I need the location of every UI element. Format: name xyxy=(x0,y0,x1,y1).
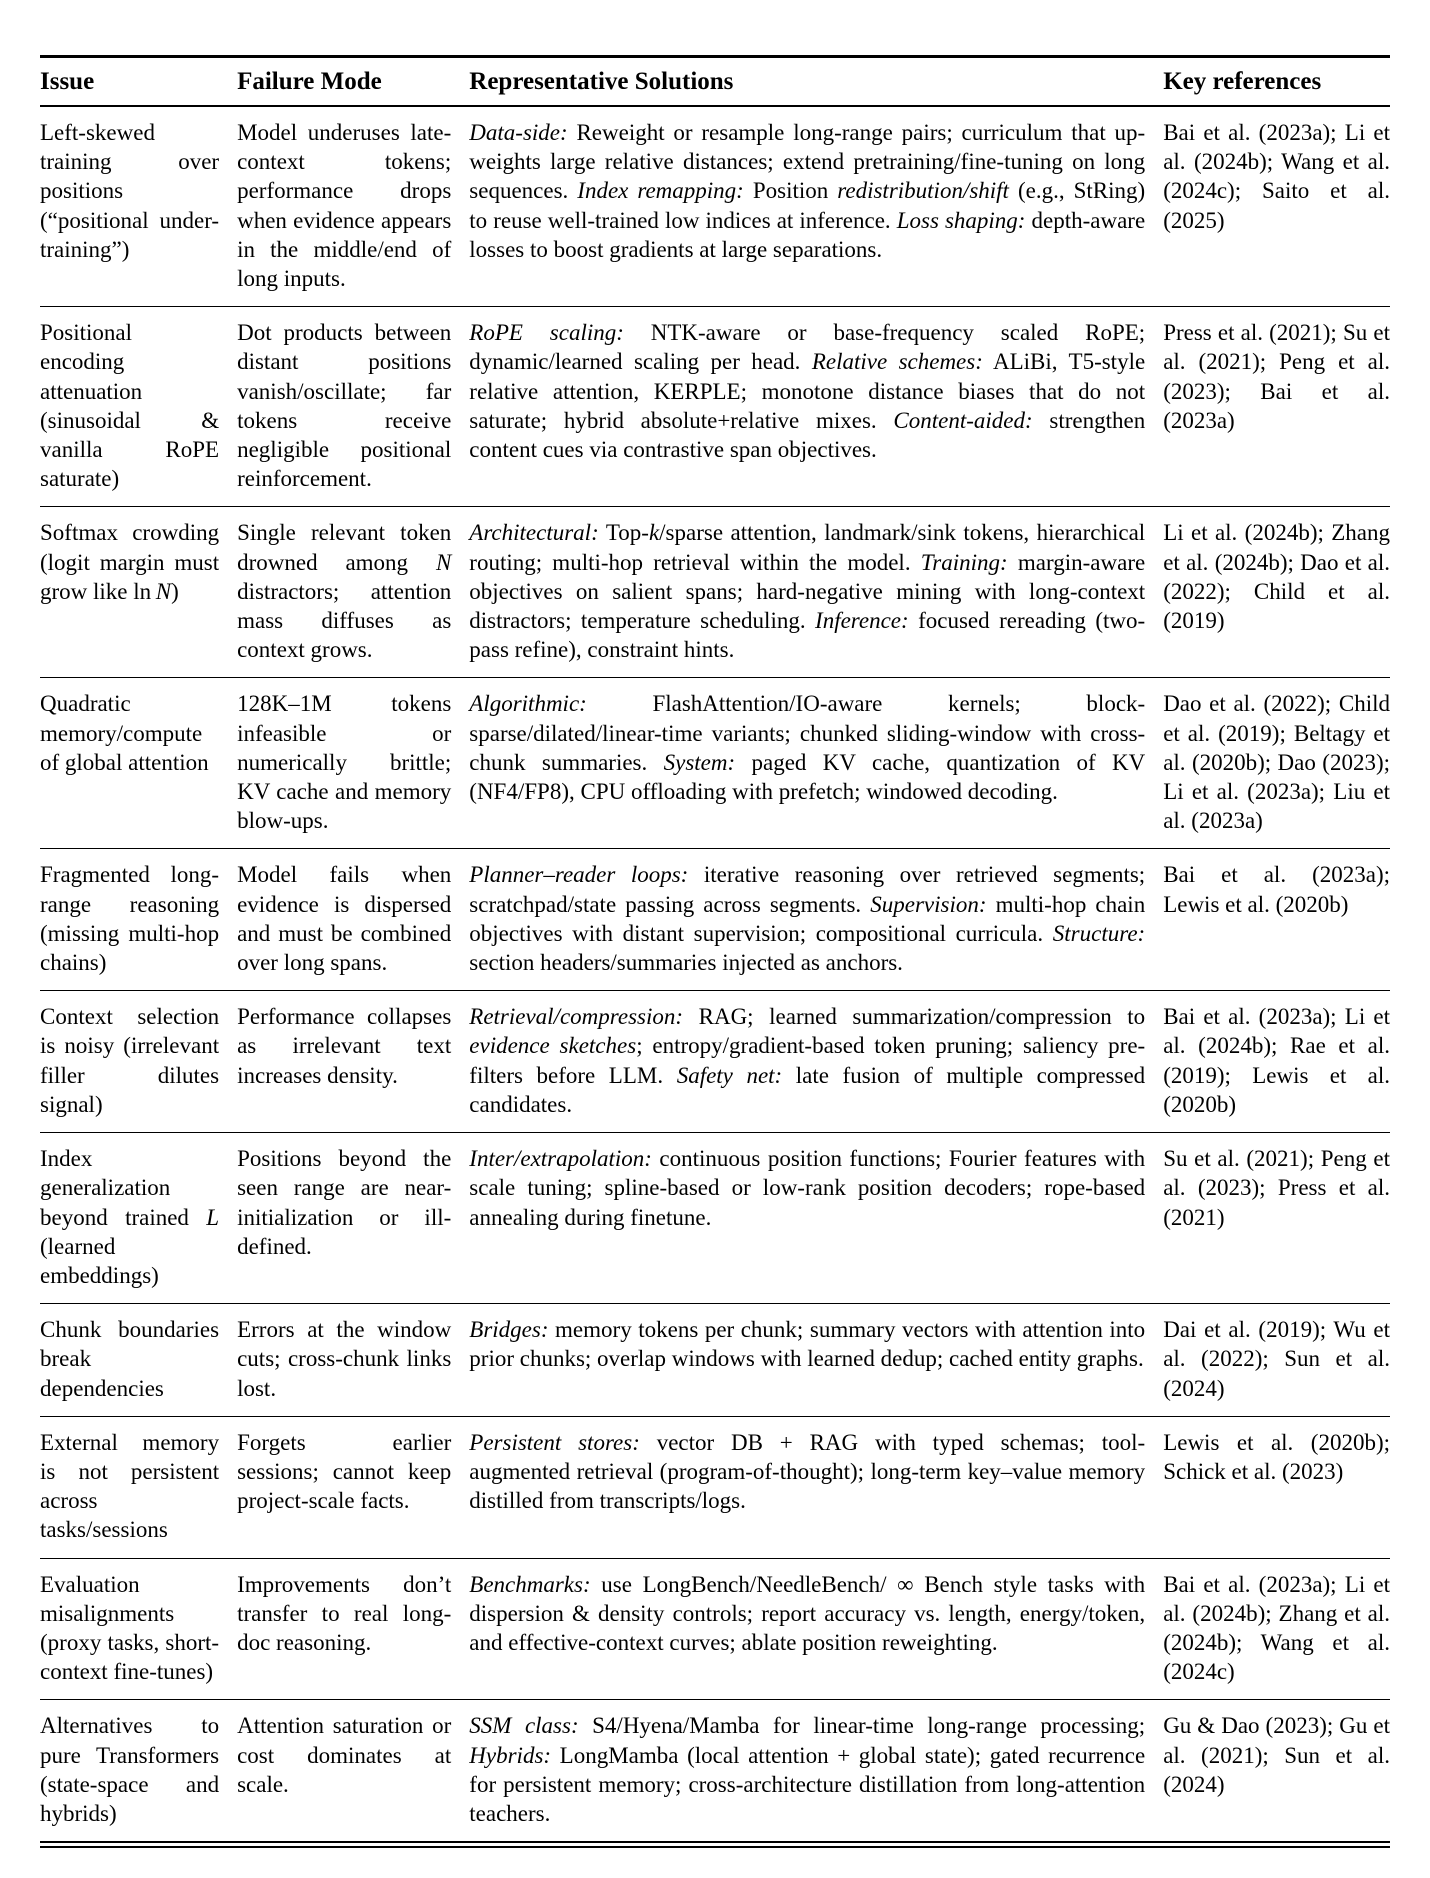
solutions-text-italic: Hybrids: xyxy=(469,1742,552,1768)
failure-cell xyxy=(237,1700,469,1842)
issue-text: Positional encoding attenuation (sinusoidal & vanilla RoPE saturate) xyxy=(40,320,220,492)
refs-cell xyxy=(1163,849,1390,991)
solutions-text-italic: Planner–reader loops: xyxy=(469,862,689,888)
failure-text: Dot products between distant positions vanish/oscillate; far tokens receive negligible positional reinforcement. xyxy=(237,320,452,492)
solutions-text-italic: Benchmarks: xyxy=(469,1571,591,1597)
issue-text-italic: L xyxy=(206,1204,220,1230)
solutions-text-italic: Architectural: xyxy=(469,520,599,546)
solutions-text: ; entropy/gradient-based token pruning; saliency pre-filters before LLM. xyxy=(469,1033,1146,1088)
refs-cell xyxy=(1163,991,1390,1133)
solutions-text-italic: Data-side: xyxy=(469,120,568,145)
refs-text: Press et al. (2021); Su et al. (2021); Peng et al. (2023); Bai et al. (2023a) xyxy=(1163,320,1390,433)
issue-text: (learned embeddings) xyxy=(40,1233,159,1288)
solutions-text-italic: redistribution/shift xyxy=(837,178,1009,204)
refs-text: Gu & Dao (2023); Gu et al. (2021); Sun et al. (2024) xyxy=(1163,1713,1390,1797)
solutions-text-italic: Bridges: xyxy=(469,1317,549,1343)
failure-cell xyxy=(237,849,469,991)
table-row xyxy=(40,1558,1390,1700)
issue-cell xyxy=(40,1558,237,1700)
solutions-text-italic: Structure: xyxy=(1052,920,1146,946)
solutions-text-italic: SSM class: xyxy=(469,1713,579,1739)
refs-text: Bai et al. (2023a); Li et al. (2024b); Zhang et al. (2024b); Wang et al. (2024c) xyxy=(1163,1571,1390,1685)
table-row xyxy=(40,678,1390,849)
failure-text: Single relevant token drowned among xyxy=(237,520,452,575)
solutions-cell xyxy=(469,106,1163,307)
refs-text: Su et al. (2021); Peng et al. (2023); Press et al. (2021) xyxy=(1163,1146,1390,1230)
failure-text: Forgets earlier sessions; cannot keep project-scale facts. xyxy=(237,1429,452,1514)
solutions-text-italic: evidence sketches xyxy=(469,1033,637,1059)
issue-cell xyxy=(40,1416,237,1558)
refs-text: Dai et al. (2019); Wu et al. (2022); Sun et al. (2024) xyxy=(1163,1317,1390,1401)
table-row xyxy=(40,106,1390,307)
issue-text-italic: N xyxy=(155,578,172,604)
solutions-text-italic: Relative schemes: xyxy=(811,349,983,375)
issues-failures-solutions-table xyxy=(40,55,1390,1843)
solutions-text: Top- xyxy=(598,520,649,546)
solutions-text-italic: Loss shaping: xyxy=(896,207,1026,233)
issue-text: External memory is not persistent across tasks/sessions xyxy=(40,1429,220,1543)
issue-text: Context selection is noisy (irrelevant filler dilutes signal) xyxy=(40,1004,220,1117)
table-row xyxy=(40,1133,1390,1304)
failure-text: Model underuses late-context tokens; performance drops when evidence appears in the middle/end of long inputs. xyxy=(237,120,452,292)
solutions-text: LongMamba (local attention + global state); gated recurrence for persistent memory; cross-architecture distillation from long-attention teachers. xyxy=(469,1742,1146,1826)
header-row xyxy=(40,57,1390,107)
solutions-cell xyxy=(469,1304,1163,1417)
solutions-text: multi-hop chain objectives with distant supervision; compositional curricula. xyxy=(469,891,1146,946)
table-body xyxy=(40,106,1390,1842)
solutions-text: NTK-aware or base-frequency scaled RoPE; dynamic/learned scaling per head. xyxy=(469,320,1146,375)
solutions-text: depth-aware losses to boost gradients at large separations. xyxy=(469,207,1146,262)
failure-cell xyxy=(237,507,469,678)
solutions-text-italic: Persistent stores: xyxy=(469,1429,640,1455)
solutions-text: FlashAttention/IO-aware kernels; block-sparse/dilated/linear-time variants; chunked sliding-window with cross-chunk summaries. xyxy=(469,691,1146,775)
issue-text: Left-skewed training over positions (“positional under-training”) xyxy=(40,120,220,262)
solutions-text-italic: Index remapping: xyxy=(577,178,744,204)
issue-cell xyxy=(40,849,237,991)
refs-cell xyxy=(1163,507,1390,678)
solutions-text: use LongBench/NeedleBench/ ∞ Bench style tasks with dispersion & density controls; report accuracy vs. length, energy/token, and effective-context curves; ablate position reweighting. xyxy=(469,1571,1146,1655)
solutions-text-italic: Retrieval/compression: xyxy=(469,1004,684,1030)
solutions-text-italic: Training: xyxy=(920,549,1008,575)
solutions-cell xyxy=(469,1700,1163,1842)
solutions-text: S4/Hyena/Mamba for linear-time long-range processing; xyxy=(578,1713,1146,1739)
table-row xyxy=(40,307,1390,507)
table-row xyxy=(40,1416,1390,1558)
solutions-text-italic: Algorithmic: xyxy=(469,691,587,717)
refs-cell xyxy=(1163,1133,1390,1304)
issue-cell xyxy=(40,1304,237,1417)
column-header-refs: Key references xyxy=(1163,57,1390,107)
issue-text: Fragmented long-range reasoning (missing multi-hop chains) xyxy=(40,862,220,976)
bottom-double-rule xyxy=(40,1846,1390,1848)
solutions-text: (e.g., StRing) to reuse well-trained low indices at inference. xyxy=(469,178,1146,233)
failure-cell xyxy=(237,106,469,307)
refs-text: Lewis et al. (2020b); Schick et al. (2023) xyxy=(1163,1429,1390,1484)
table-row xyxy=(40,507,1390,678)
issue-cell xyxy=(40,991,237,1133)
issue-text: Alternatives to pure Transformers (state-space and hybrids) xyxy=(40,1713,220,1826)
solutions-cell xyxy=(469,307,1163,507)
solutions-text: ALiBi, T5-style relative attention, KERPLE; monotone distance biases that do not saturate; hybrid absolute+relative mixes. xyxy=(469,349,1146,433)
failure-text: Errors at the window cuts; cross-chunk links lost. xyxy=(237,1317,452,1401)
solutions-cell xyxy=(469,1133,1163,1304)
column-header-solutions: Representative Solutions xyxy=(469,57,1163,107)
failure-cell xyxy=(237,1304,469,1417)
refs-cell xyxy=(1163,1558,1390,1700)
solutions-cell xyxy=(469,1416,1163,1558)
issue-text: Quadratic memory/compute of global attention xyxy=(40,691,209,775)
solutions-text: Reweight or resample long-range pairs; curriculum that up-weights large relative distances; extend pretraining/fine-tuning on long sequences. xyxy=(469,120,1146,204)
solutions-text-italic: Supervision: xyxy=(870,891,987,917)
issue-text: Index generalization beyond trained xyxy=(40,1146,207,1230)
refs-text: Bai et al. (2023a); Li et al. (2024b); Rae et al. (2019); Lewis et al. (2020b) xyxy=(1163,1004,1390,1117)
issue-cell xyxy=(40,507,237,678)
failure-cell xyxy=(237,1558,469,1700)
solutions-text: paged KV cache, quantization of KV (NF4/FP8), CPU offloading with prefetch; windowed decoding. xyxy=(469,749,1146,805)
solutions-cell xyxy=(469,507,1163,678)
solutions-cell xyxy=(469,849,1163,991)
failure-cell xyxy=(237,307,469,507)
table-row xyxy=(40,1700,1390,1842)
column-header-issue: Issue xyxy=(40,57,237,107)
issue-text: Chunk boundaries break dependencies xyxy=(40,1317,220,1401)
refs-text: Bai et al. (2023a); Lewis et al. (2020b) xyxy=(1163,862,1390,917)
solutions-text: iterative reasoning over retrieved segments; scratchpad/state passing across segments. xyxy=(469,862,1146,917)
column-header-failure: Failure Mode xyxy=(237,57,469,107)
table-row xyxy=(40,1304,1390,1417)
table-row xyxy=(40,849,1390,991)
refs-cell xyxy=(1163,1304,1390,1417)
issue-cell xyxy=(40,106,237,307)
solutions-text: RAG; learned summarization/compression to xyxy=(683,1004,1146,1030)
solutions-text: vector DB + RAG with typed schemas; tool-augmented retrieval (program-of-thought); long-term key–value memory distilled from transcripts/logs. xyxy=(469,1429,1146,1514)
failure-text: Improvements don’t transfer to real long-doc reasoning. xyxy=(237,1571,452,1655)
solutions-text-italic: Content-aided: xyxy=(893,407,1033,433)
failure-text: Positions beyond the seen range are near-initialization or ill-defined. xyxy=(237,1146,452,1259)
solutions-cell xyxy=(469,1558,1163,1700)
solutions-cell xyxy=(469,991,1163,1133)
solutions-text-italic: Inter/extrapolation: xyxy=(469,1146,652,1172)
table-header xyxy=(40,57,1390,107)
table-row xyxy=(40,991,1390,1133)
solutions-text: focused rereading (two-pass refine), constraint hints. xyxy=(469,608,1146,663)
solutions-text: memory tokens per chunk; summary vectors with attention into prior chunks; overlap windows with learned dedup; cached entity graphs. xyxy=(469,1317,1146,1372)
refs-cell xyxy=(1163,678,1390,849)
failure-cell xyxy=(237,1416,469,1558)
failure-cell xyxy=(237,991,469,1133)
issue-text: Softmax crowding (logit margin must grow like ln xyxy=(40,520,220,604)
solutions-text: margin-aware objectives on salient spans; hard-negative mining with long-context distractors; temperature scheduling. xyxy=(469,549,1146,634)
solutions-text-italic: Inference: xyxy=(815,608,909,634)
issue-text: ) xyxy=(171,578,179,604)
failure-cell xyxy=(237,1133,469,1304)
solutions-text: section headers/summaries injected as anchors. xyxy=(469,950,903,976)
refs-cell xyxy=(1163,106,1390,307)
failure-text: 128K–1M tokens infeasible or numerically brittle; KV cache and memory blow-ups. xyxy=(237,691,452,834)
solutions-text: late fusion of multiple compressed candidates. xyxy=(469,1062,1146,1117)
issue-text: Evaluation misalignments (proxy tasks, short-context fine-tunes) xyxy=(40,1571,220,1685)
issue-cell xyxy=(40,1133,237,1304)
solutions-text-italic: RoPE scaling: xyxy=(469,320,624,346)
solutions-text: strengthen content cues via contrastive span objectives. xyxy=(469,407,1146,463)
solutions-text-italic: Safety net: xyxy=(676,1062,783,1088)
refs-text: Dao et al. (2022); Child et al. (2019); Beltagy et al. (2020b); Dao (2023); Li et al. (2023a); Liu et al. (2023a) xyxy=(1163,691,1390,834)
refs-cell xyxy=(1163,307,1390,507)
failure-text: Performance collapses as irrelevant text increases density. xyxy=(237,1004,452,1088)
solutions-text: /sparse attention, landmark/sink tokens, hierarchical routing; multi-hop retrieval within the model. xyxy=(469,520,1146,575)
issue-cell xyxy=(40,307,237,507)
refs-text: Bai et al. (2023a); Li et al. (2024b); Wang et al. (2024c); Saito et al. (2025) xyxy=(1163,120,1390,233)
solutions-cell xyxy=(469,678,1163,849)
solutions-text-italic: System: xyxy=(663,749,736,775)
issue-cell xyxy=(40,1700,237,1842)
failure-text: Model fails when evidence is dispersed and must be combined over long spans. xyxy=(237,862,452,976)
refs-text: Li et al. (2024b); Zhang et al. (2024b); Dao et al. (2022); Child et al. (2019) xyxy=(1163,520,1390,634)
solutions-text: continuous position functions; Fourier features with scale tuning; spline-based or low-rank position decoders; rope-based annealing during finetune. xyxy=(469,1146,1146,1230)
refs-cell xyxy=(1163,1700,1390,1842)
failure-text-italic: N xyxy=(435,549,452,575)
failure-text: Attention saturation or cost dominates at scale. xyxy=(237,1713,452,1797)
issue-cell xyxy=(40,678,237,849)
solutions-text: Position xyxy=(743,178,838,204)
failure-text: distractors; attention mass diffuses as context grows. xyxy=(237,578,452,663)
refs-cell xyxy=(1163,1416,1390,1558)
solutions-text-italic: k xyxy=(648,520,660,546)
failure-cell xyxy=(237,678,469,849)
